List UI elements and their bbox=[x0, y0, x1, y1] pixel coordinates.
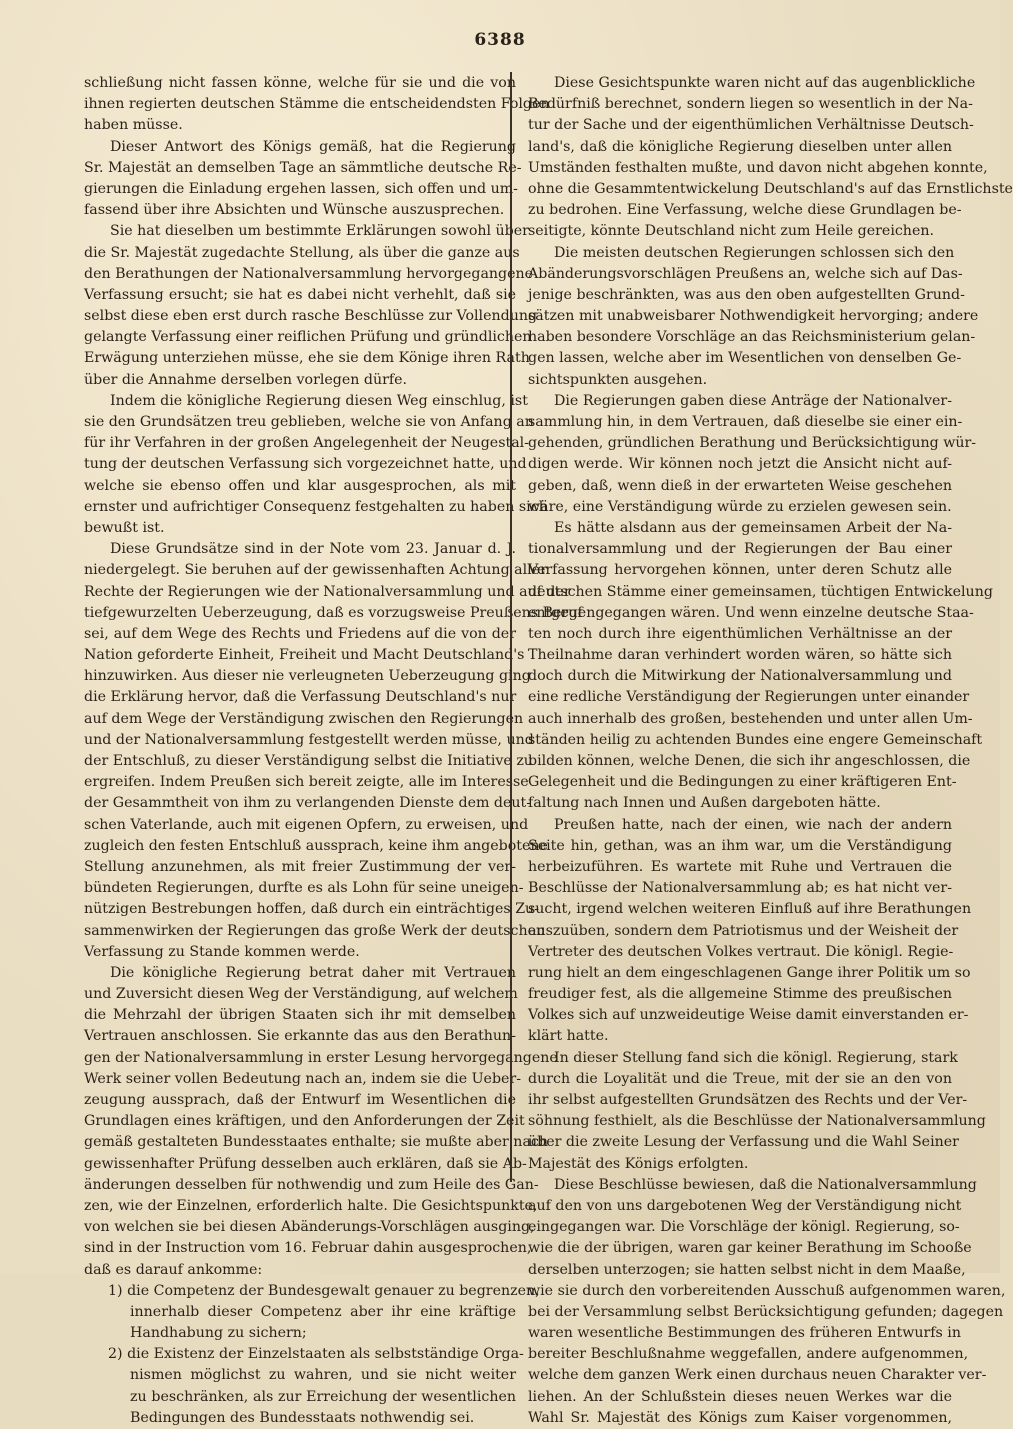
text-line: sammenwirken der Regierungen das große Werk der deutschen bbox=[84, 922, 546, 939]
text-line: änderungen desselben für nothwendig und zum Heile des Gan- bbox=[84, 1176, 539, 1193]
text-line: zu beschränken, als zur Erreichung der wesentlichen bbox=[130, 1388, 516, 1405]
text-line: deutschen Stämme einer gemeinsamen, tüchtigen Entwickelung bbox=[528, 583, 993, 600]
text-line: niedergelegt. Sie beruhen auf der gewissenhaften Achtung aller bbox=[84, 562, 547, 579]
text-line: Diese Beschlüsse bewiesen, daß die Nationalversammlung bbox=[554, 1176, 977, 1193]
text-line: haben besondere Vorschläge an das Reichsministerium gelan- bbox=[528, 329, 976, 346]
text-line: seitigte, könnte Deutschland nicht zum Heile gereichen. bbox=[528, 223, 934, 240]
text-line: sammlung hin, in dem Vertrauen, daß dieselbe sie einer ein- bbox=[528, 414, 963, 430]
text-line: ihr selbst aufgestellten Grundsätzen des Rechts und der Ver- bbox=[528, 1092, 968, 1108]
text-line: geben, daß, wenn dieß in der erwarteten Weise geschehen bbox=[528, 477, 952, 494]
text-line: gewissenhafter Prüfung desselben auch erklären, daß sie Ab- bbox=[84, 1155, 527, 1172]
text-line: wäre, eine Verständigung würde zu erzielen gewesen sein. bbox=[528, 498, 952, 515]
text-line: bilden können, welche Denen, die sich ihr angeschlossen, die bbox=[528, 753, 971, 769]
text-line: welche dem ganzen Werk einen durchaus neuen Charakter ver- bbox=[528, 1367, 987, 1384]
text-line: Nation geforderte Einheit, Freiheit und Macht Deutschland's bbox=[84, 647, 525, 664]
text-line: sei, auf dem Wege des Rechts und Friedens auf die von der bbox=[84, 625, 516, 642]
text-line: ernster und aufrichtiger Consequenz festgehalten zu haben sich bbox=[84, 498, 548, 515]
text-line: waren wesentliche Bestimmungen des früheren Entwurfs in bbox=[528, 1325, 961, 1342]
text-line: ihnen regierten deutschen Stämme die entscheidendsten Folgen bbox=[84, 96, 550, 113]
text-line: bereiter Beschlußnahme weggefallen, andere aufgenommen, bbox=[528, 1346, 969, 1363]
text-line: doch durch die Mitwirkung der Nationalversammlung und bbox=[528, 668, 952, 685]
text-line: Grundlagen eines kräftigen, und den Anforderungen der Zeit bbox=[84, 1113, 525, 1130]
text-line: digen werde. Wir können noch jetzt die Ansicht nicht auf- bbox=[528, 456, 952, 473]
text-line: der Entschluß, zu dieser Verständigung selbst die Initiative zu bbox=[84, 753, 533, 769]
text-line: sichtspunkten ausgehen. bbox=[528, 371, 708, 388]
text-line: bei der Versammlung selbst Berücksichtigung gefunden; dagegen bbox=[528, 1303, 1004, 1320]
text-line: haben müsse. bbox=[84, 117, 183, 134]
text-line: auf den von uns dargebotenen Weg der Verständigung nicht bbox=[528, 1197, 962, 1214]
text-line: nützigen Bestrebungen hoffen, daß durch ein einträchtiges Zu- bbox=[84, 901, 539, 918]
text-line: Die königliche Regierung betrat daher mit Vertrauen bbox=[110, 964, 516, 981]
text-line: tung der deutschen Verfassung sich vorgezeichnet hatte, und bbox=[84, 456, 527, 473]
text-line: gen lassen, welche aber im Wesentlichen von denselben Ge- bbox=[528, 350, 962, 367]
text-line: durch die Loyalität und die Treue, mit der sie an den von bbox=[528, 1070, 952, 1087]
text-line: tiefgewurzelten Ueberzeugung, daß es vorzugsweise Preußens Beruf bbox=[84, 604, 583, 621]
text-line: ständen heilig zu achtenden Bundes eine engere Gemeinschaft bbox=[528, 731, 983, 748]
column-divider bbox=[510, 72, 512, 1182]
text-line: nismen möglichst zu wahren, und sie nicht weiter bbox=[130, 1367, 516, 1384]
text-line: auch innerhalb des großen, bestehenden und unter allen Um- bbox=[528, 710, 973, 727]
text-line: von welchen sie bei diesen Abänderungs-Vorschlägen ausging, bbox=[84, 1219, 535, 1236]
text-line: rung hielt an dem eingeschlagenen Gange ihrer Politik um so bbox=[528, 964, 971, 981]
text-line: 2) die Existenz der Einzelstaaten als selbstständige Orga- bbox=[108, 1346, 524, 1363]
text-line: bündeten Regierungen, durfte es als Lohn für seine uneigen- bbox=[84, 880, 524, 897]
text-line: und Zuversicht diesen Weg der Verständigung, auf welchem bbox=[84, 986, 518, 1003]
text-line: Vertrauen anschlossen. Sie erkannte das aus den Berathun- bbox=[84, 1028, 516, 1045]
text-line: Abänderungsvorschlägen Preußens an, welche sich auf Das- bbox=[528, 265, 963, 282]
text-line: und der Nationalversammlung festgestellt werden müsse, und bbox=[84, 731, 534, 748]
text-line: wie sie durch den vorbereitenden Ausschuß aufgenommen waren, bbox=[528, 1282, 1006, 1299]
text-line: eingegangen war. Die Vorschläge der königl. Regierung, so- bbox=[528, 1219, 960, 1236]
text-line: die Mehrzahl der übrigen Staaten sich ihr mit demselben bbox=[84, 1007, 516, 1024]
text-line: zu bedrohen. Eine Verfassung, welche diese Grundlagen be- bbox=[528, 202, 962, 219]
text-line: gehenden, gründlichen Berathung und Berücksichtigung wür- bbox=[528, 435, 977, 452]
text-line: Handhabung zu sichern; bbox=[130, 1325, 307, 1342]
text-line: die Sr. Majestät zugedachte Stellung, als über die ganze aus bbox=[84, 244, 520, 261]
text-line: In dieser Stellung fand sich die königl. Regierung, stark bbox=[554, 1049, 958, 1066]
text-line: Sie hat dieselben um bestimmte Erklärungen sowohl über bbox=[110, 223, 529, 240]
text-line: wie die der übrigen, waren gar keiner Berathung im Schooße bbox=[528, 1240, 972, 1257]
text-line: Sr. Majestät an demselben Tage an sämmtliche deutsche Re- bbox=[84, 159, 522, 176]
text-line: Wahl Sr. Majestät des Königs zum Kaiser vorgenommen, bbox=[528, 1409, 952, 1426]
text-line: Majestät des Königs erfolgten. bbox=[528, 1155, 749, 1172]
text-line: den Berathungen der Nationalversammlung hervorgegangene bbox=[84, 265, 534, 282]
text-line: schließung nicht fassen könne, welche für sie und die von bbox=[84, 75, 516, 91]
text-line: Bedürfniß berechnet, sondern liegen so wesentlich in der Na- bbox=[528, 96, 973, 113]
text-line: daß es darauf ankomme: bbox=[84, 1261, 263, 1278]
text-line: faltung nach Innen und Außen dargeboten hätte. bbox=[528, 795, 881, 812]
text-line: auszuüben, sondern dem Patriotismus und der Weisheit der bbox=[528, 922, 959, 939]
text-line: Werk seiner vollen Bedeutung nach an, indem sie die Ueber- bbox=[84, 1070, 522, 1087]
text-line: Preußen hatte, nach der einen, wie nach der andern bbox=[554, 816, 952, 833]
text-line: über die Annahme derselben vorlegen dürfe. bbox=[84, 371, 408, 388]
text-line: Gelegenheit und die Bedingungen zu einer kräftigeren Ent- bbox=[528, 774, 957, 791]
text-line: Umständen festhalten mußte, und davon nicht abgehen konnte, bbox=[528, 159, 988, 176]
text-line: schen Vaterlande, auch mit eigenen Opfern, zu erweisen, und bbox=[84, 816, 529, 833]
text-line: Erwägung unterziehen müsse, ehe sie dem Könige ihren Rath bbox=[84, 350, 530, 367]
text-line: Die Regierungen gaben diese Anträge der Nationalver- bbox=[554, 392, 952, 409]
text-line: herbeizuführen. Es wartete mit Ruhe und Vertrauen die bbox=[528, 858, 952, 875]
text-line: auf dem Wege der Verständigung zwischen den Regierungen bbox=[84, 710, 524, 727]
text-line: Beschlüsse der Nationalversammlung ab; es hat nicht ver- bbox=[528, 880, 952, 897]
text-line: klärt hatte. bbox=[528, 1028, 609, 1045]
right-column bbox=[528, 73, 1013, 1429]
text-line: zugleich den festen Entschluß aussprach, keine ihm angebotene bbox=[84, 837, 548, 854]
text-line: über die zweite Lesung der Verfassung und die Wahl Seiner bbox=[528, 1134, 959, 1151]
text-line: 1) die Competenz der Bundesgewalt genauer zu begrenzen, bbox=[108, 1282, 540, 1299]
text-line: die Erklärung hervor, daß die Verfassung Deutschland's nur bbox=[84, 689, 517, 706]
text-line: land's, daß die königliche Regierung dieselben unter allen bbox=[528, 138, 952, 155]
text-line: zen, wie der Einzelnen, erforderlich halte. Die Gesichtspunkte, bbox=[84, 1197, 538, 1214]
text-line: tionalversammlung und der Regierungen der Bau einer bbox=[528, 541, 952, 558]
text-line: Verfassung hervorgehen können, unter deren Schutz alle bbox=[528, 562, 952, 579]
text-line: Stellung anzunehmen, als mit freier Zustimmung der ver- bbox=[84, 858, 516, 875]
text-line: ohne die Gesammtentwickelung Deutschland's auf das Ernstlichste bbox=[528, 180, 1013, 197]
text-line: zeugung aussprach, daß der Entwurf im Wesentlichen die bbox=[84, 1092, 516, 1108]
text-line: sie den Grundsätzen treu geblieben, welche sie von Anfang an bbox=[84, 414, 534, 430]
text-line: ergreifen. Indem Preußen sich bereit zeigte, alle im Interesse bbox=[84, 774, 529, 791]
text-line: Rechte der Regierungen wie der Nationalversammlung und auf der bbox=[84, 583, 571, 600]
text-line: gemäß gestalteten Bundesstaates enthalte; sie mußte aber nach bbox=[84, 1134, 548, 1151]
text-line: liehen. An der Schlußstein dieses neuen Werkes war die bbox=[528, 1388, 952, 1405]
text-line: entgegengegangen wären. Und wenn einzelne deutsche Staa- bbox=[528, 604, 974, 621]
text-line: innerhalb dieser Competenz aber ihr eine kräftige bbox=[130, 1303, 516, 1320]
text-line: hinzuwirken. Aus dieser nie verleugneten Ueberzeugung ging bbox=[84, 668, 531, 685]
text-line: Volkes sich auf unzweideutige Weise damit einverstanden er- bbox=[528, 1007, 969, 1024]
text-line: Vertreter des deutschen Volkes vertraut. Die königl. Regie- bbox=[528, 943, 954, 960]
text-line: sätzen mit unabweisbarer Nothwendigkeit hervorging; andere bbox=[528, 308, 979, 325]
text-line: Diese Gesichtspunkte waren nicht auf das augenblickliche bbox=[554, 75, 976, 91]
text-line: Seite hin, gethan, was an ihm war, um die Verständigung bbox=[528, 837, 952, 854]
text-line: Diese Grundsätze sind in der Note vom 23. Januar d. J. bbox=[110, 541, 516, 558]
text-line: fassend über ihre Absichten und Wünsche auszusprechen. bbox=[84, 202, 505, 219]
text-line: Es hätte alsdann aus der gemeinsamen Arbeit der Na- bbox=[554, 519, 952, 536]
text-line: gen der Nationalversammlung in erster Lesung hervorgegangene bbox=[84, 1049, 558, 1066]
text-line: für ihr Verfahren in der großen Angelegenheit der Neugestal- bbox=[84, 435, 529, 452]
text-line: eine redliche Verständigung der Regierungen unter einander bbox=[528, 689, 970, 706]
text-line: Indem die königliche Regierung diesen Weg einschlug, ist bbox=[110, 392, 528, 409]
text-line: Dieser Antwort des Königs gemäß, hat die Regierung bbox=[110, 138, 516, 155]
text-line: sind in der Instruction vom 16. Februar dahin ausgesprochen, bbox=[84, 1240, 532, 1257]
text-line: derselben unterzogen; sie hatten selbst nicht in dem Maaße, bbox=[528, 1261, 966, 1278]
text-line: Verfassung ersucht; sie hat es dabei nicht verhehlt, daß sie bbox=[84, 286, 516, 303]
text-line: bewußt ist. bbox=[84, 519, 165, 536]
text-line: Verfassung zu Stande kommen werde. bbox=[84, 943, 360, 960]
text-line: Theilnahme daran verhindert worden wären, so hätte sich bbox=[528, 647, 952, 664]
text-line: freudiger fest, als die allgemeine Stimme des preußischen bbox=[528, 986, 952, 1003]
text-line: ten noch durch ihre eigenthümlichen Verhältnisse an der bbox=[528, 625, 952, 642]
text-line: Bedingungen des Bundesstaats nothwendig sei. bbox=[130, 1409, 475, 1426]
page-number: 6388 bbox=[474, 30, 526, 50]
text-line: söhnung festhielt, als die Beschlüsse der Nationalversammlung bbox=[528, 1113, 986, 1130]
text-line: Die meisten deutschen Regierungen schlossen sich den bbox=[554, 244, 955, 261]
text-line: gierungen die Einladung ergehen lassen, sich offen und um- bbox=[84, 180, 518, 197]
text-line: der Gesammtheit von ihm zu verlangenden Dienste dem deut- bbox=[84, 795, 532, 812]
text-line: selbst diese eben erst durch rasche Beschlüsse zur Vollendung bbox=[84, 308, 538, 325]
text-line: jenige beschränkten, was aus den oben aufgestellten Grund- bbox=[528, 286, 965, 303]
text-line: welche sie ebenso offen und klar ausgesprochen, als mit bbox=[84, 477, 516, 494]
text-line: tur der Sache und der eigenthümlichen Verhältnisse Deutsch- bbox=[528, 117, 974, 134]
text-line: sucht, irgend welchen weiteren Einfluß auf ihre Berathungen bbox=[528, 901, 972, 918]
text-line: gelangte Verfassung einer reiflichen Prüfung und gründlichen bbox=[84, 329, 532, 346]
